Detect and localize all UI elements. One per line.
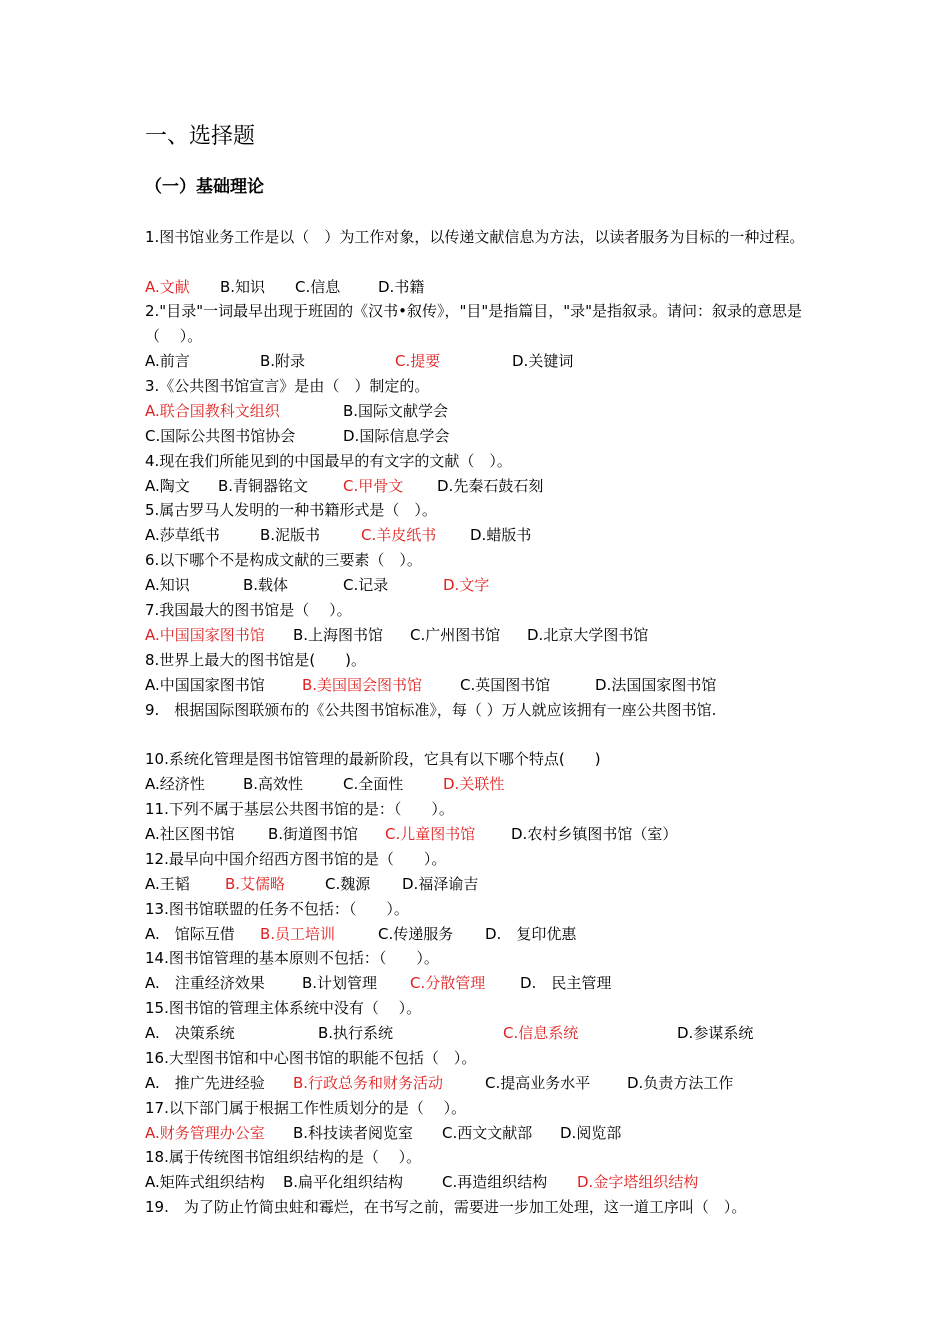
- options-row: [145, 523, 845, 548]
- option: C.西文文献部: [442, 1124, 533, 1142]
- options-row: [145, 1071, 845, 1096]
- option: D.阅览部: [560, 1124, 622, 1142]
- options-row: [145, 573, 845, 598]
- answer-option: D.文字: [443, 576, 490, 594]
- option: C.国际公共图书馆协会: [145, 427, 296, 445]
- options-row: [145, 399, 845, 424]
- option: C.英国图书馆: [460, 676, 551, 694]
- option: A.知识: [145, 576, 190, 594]
- option: C.记录: [343, 576, 389, 594]
- question-10: 10.系统化管理是图书馆管理的最新阶段，它具有以下哪个特点( ): [145, 750, 601, 768]
- option: C.魏源: [325, 875, 371, 893]
- question-6: 6.以下哪个不是构成文献的三要素（ ）。: [145, 551, 422, 569]
- answer-option: A.财务管理办公室: [145, 1124, 265, 1142]
- options-row: [145, 673, 845, 698]
- question-5: 5.属古罗马人发明的一种书籍形式是（ ）。: [145, 501, 437, 519]
- subsection-heading: （一）基础理论: [145, 177, 264, 197]
- options-row: [145, 872, 845, 897]
- option: B.附录: [260, 352, 306, 370]
- option: D.参谋系统: [677, 1024, 754, 1042]
- option: C.广州图书馆: [410, 626, 501, 644]
- option: A.经济性: [145, 775, 205, 793]
- answer-option: C.分散管理: [410, 974, 486, 992]
- question-12: 12.最早向中国介绍西方图书馆的是（ ）。: [145, 850, 447, 868]
- answer-option: D.金字塔组织结构: [577, 1173, 699, 1191]
- question-2: 2."目录"一词最早出现于班固的《汉书•叙传》，"目"是指篇目，"录"是指叙录。请问：叙录的意思是（ ）。: [145, 302, 803, 345]
- options-row: [145, 623, 845, 648]
- question-17: 17.以下部门属于根据工作性质划分的是（ ）。: [145, 1099, 467, 1117]
- options-row: [145, 1021, 845, 1046]
- options-row: [145, 971, 845, 996]
- question-14: 14.图书馆管理的基本原则不包括：（ ）。: [145, 949, 439, 967]
- options-row: [145, 822, 845, 847]
- option: D. 民主管理: [520, 974, 612, 992]
- answer-option: A.联合国教科文组织: [145, 402, 280, 420]
- option: A.中国国家图书馆: [145, 676, 265, 694]
- option: D.农村乡镇图书馆（室）: [511, 825, 678, 843]
- option: B.计划管理: [302, 974, 378, 992]
- option: B.国际文献学会: [343, 402, 449, 420]
- question-1: 1.图书馆业务工作是以（ ）为工作对象，以传递文献信息为方法，以读者服务为目标的一种过程。: [145, 228, 805, 246]
- answer-option: C.信息系统: [503, 1024, 579, 1042]
- question-16: 16.大型图书馆和中心图书馆的职能不包括（ ）。: [145, 1049, 477, 1067]
- options-row: [145, 922, 845, 947]
- options-row: [145, 1121, 845, 1146]
- option: A. 决策系统: [145, 1024, 235, 1042]
- option: C.再造组织结构: [442, 1173, 548, 1191]
- options-row: [145, 1170, 845, 1195]
- option: C.全面性: [343, 775, 404, 793]
- question-19: 19. 为了防止竹简虫蛀和霉烂，在书写之前，需要进一步加工处理，这一道工序叫（ ）。: [145, 1198, 747, 1216]
- option: A.矩阵式组织结构: [145, 1173, 265, 1191]
- answer-option: C.甲骨文: [343, 477, 404, 495]
- option: D.北京大学图书馆: [527, 626, 649, 644]
- option: D.书籍: [378, 278, 425, 296]
- option: B.科技读者阅览室: [293, 1124, 414, 1142]
- options-row: [145, 424, 845, 449]
- option: D.福泽谕吉: [402, 875, 479, 893]
- question-7: 7.我国最大的图书馆是（ ）。: [145, 601, 352, 619]
- option: A.社区图书馆: [145, 825, 235, 843]
- answer-option: B.行政总务和财务活动: [293, 1074, 444, 1092]
- option: B.泥版书: [260, 526, 321, 544]
- options-row: [145, 474, 845, 499]
- option: D.先秦石鼓石刻: [437, 477, 544, 495]
- option: A. 注重经济效果: [145, 974, 265, 992]
- option: B.上海图书馆: [293, 626, 384, 644]
- answer-option: B.艾儒略: [225, 875, 286, 893]
- option: B.青铜器铭文: [218, 477, 309, 495]
- option: A.王韬: [145, 875, 190, 893]
- question-13: 13.图书馆联盟的任务不包括：（ ）。: [145, 900, 409, 918]
- option: B.街道图书馆: [268, 825, 359, 843]
- options-row: [145, 275, 845, 300]
- question-4: 4.现在我们所能见到的中国最早的有文字的文献（ ）。: [145, 452, 512, 470]
- option: A.陶文: [145, 477, 190, 495]
- option: B.扁平化组织结构: [283, 1173, 404, 1191]
- question-18: 18.属于传统图书馆组织结构的是（ ）。: [145, 1148, 422, 1166]
- question-15: 15.图书馆的管理主体系统中没有（ ）。: [145, 999, 422, 1017]
- option: B.执行系统: [318, 1024, 394, 1042]
- answer-option: B.美国国会图书馆: [302, 676, 423, 694]
- options-row: [145, 772, 845, 797]
- answer-option: D.关联性: [443, 775, 505, 793]
- option: C.提高业务水平: [485, 1074, 591, 1092]
- options-row: [145, 349, 845, 374]
- option: A. 推广先进经验: [145, 1074, 265, 1092]
- option: C.传递服务: [378, 925, 454, 943]
- option: D.关键词: [512, 352, 574, 370]
- answer-option: B.员工培训: [260, 925, 336, 943]
- answer-option: C.提要: [395, 352, 441, 370]
- option: D.蜡版书: [470, 526, 532, 544]
- answer-option: A.文献: [145, 278, 190, 296]
- option: A. 馆际互借: [145, 925, 235, 943]
- option: B.载体: [243, 576, 289, 594]
- option: B.知识: [220, 278, 266, 296]
- answer-option: C.羊皮纸书: [361, 526, 437, 544]
- option: C.信息: [295, 278, 341, 296]
- question-11: 11.下列不属于基层公共图书馆的是：（ ）。: [145, 800, 454, 818]
- option: D.国际信息学会: [343, 427, 450, 445]
- option: A.前言: [145, 352, 190, 370]
- section-heading: 一、选择题: [145, 124, 256, 149]
- option: A.莎草纸书: [145, 526, 220, 544]
- question-8: 8.世界上最大的图书馆是( )。: [145, 651, 367, 669]
- option: D. 复印优惠: [485, 925, 577, 943]
- option: B.高效性: [243, 775, 304, 793]
- answer-option: C.儿童图书馆: [385, 825, 476, 843]
- option: D.法国国家图书馆: [595, 676, 717, 694]
- option: D.负责方法工作: [627, 1074, 734, 1092]
- answer-option: A.中国国家图书馆: [145, 626, 265, 644]
- question-3: 3.《公共图书馆宣言》是由（ ）制定的。: [145, 377, 430, 395]
- question-9: 9. 根据国际图联颁布的《公共图书馆标准》，每（ ）万人就应该拥有一座公共图书馆.: [145, 701, 717, 719]
